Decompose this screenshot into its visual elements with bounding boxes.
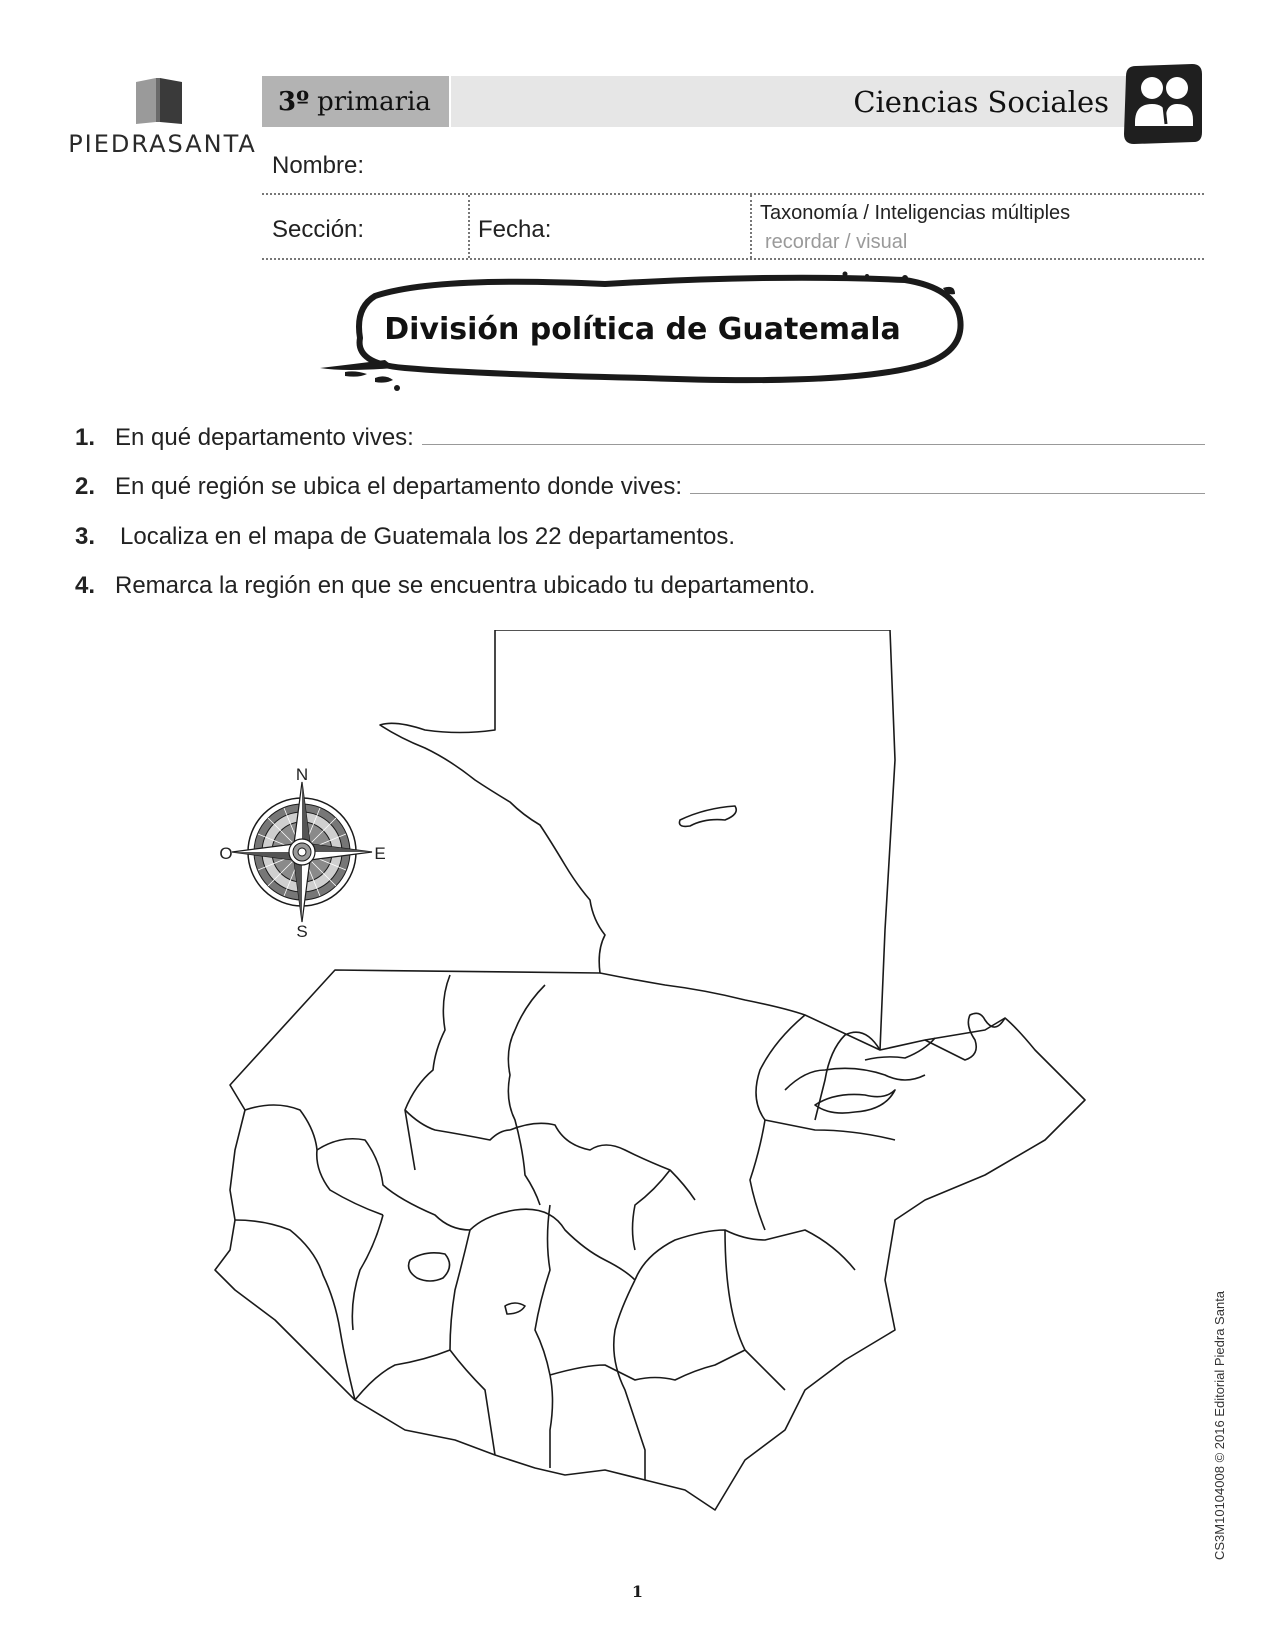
- lake: [815, 1090, 895, 1113]
- question-text: En qué región se ubica el departamento donde vives:: [115, 473, 683, 500]
- compass-north-label: N: [295, 765, 309, 784]
- subject-title: [451, 76, 1131, 127]
- grade-label: [262, 76, 449, 127]
- people-group-icon: [1122, 60, 1204, 146]
- question-number: 3.: [75, 523, 96, 550]
- question-item: [75, 523, 735, 551]
- question-item: [75, 473, 1205, 501]
- taxonomy-title: Taxonomía / Inteligencias múltiples: [760, 202, 1071, 224]
- question-text: Remarca la región en que se encuentra ubicado tu departamento.: [115, 572, 816, 599]
- lake: [505, 1303, 525, 1314]
- divider: [750, 195, 752, 258]
- publisher-brand: PIEDRASANTA: [68, 130, 257, 158]
- divider: [468, 195, 470, 258]
- subject-text: Ciencias Sociales: [853, 84, 1109, 119]
- answer-line[interactable]: [422, 444, 1205, 445]
- compass-east-label: E: [374, 844, 386, 863]
- publisher-logo-icon: [132, 76, 186, 126]
- question-number: 1.: [75, 424, 96, 451]
- question-item: [75, 424, 1205, 452]
- grade-number: 3º: [278, 86, 310, 117]
- grade-text: primaria: [317, 86, 431, 117]
- compass-west-label: O: [219, 844, 233, 863]
- question-text: En qué departamento vives:: [115, 424, 414, 451]
- question-number: 4.: [75, 572, 96, 599]
- guatemala-map[interactable]: [205, 630, 1105, 1530]
- lake: [409, 1253, 450, 1281]
- question-item: [75, 572, 815, 600]
- page-number: 1: [631, 1582, 644, 1601]
- worksheet-title: División política de Guatemala: [384, 312, 901, 347]
- divider: [262, 258, 1204, 260]
- question-number: 2.: [75, 473, 96, 500]
- compass-rose-icon: [232, 782, 372, 922]
- lake: [679, 806, 736, 826]
- answer-line[interactable]: [690, 493, 1205, 494]
- date-label: Fecha:: [478, 216, 552, 243]
- copyright-code: CS3M10104008 © 2016 Editorial Piedra Santa: [1212, 1290, 1227, 1560]
- section-label: Sección:: [272, 216, 365, 243]
- compass-south-label: S: [296, 922, 308, 941]
- question-text: Localiza en el mapa de Guatemala los 22 departamentos.: [120, 523, 736, 550]
- divider: [262, 193, 1204, 195]
- name-label: Nombre:: [272, 152, 365, 179]
- taxonomy-subtitle: recordar / visual: [765, 231, 908, 253]
